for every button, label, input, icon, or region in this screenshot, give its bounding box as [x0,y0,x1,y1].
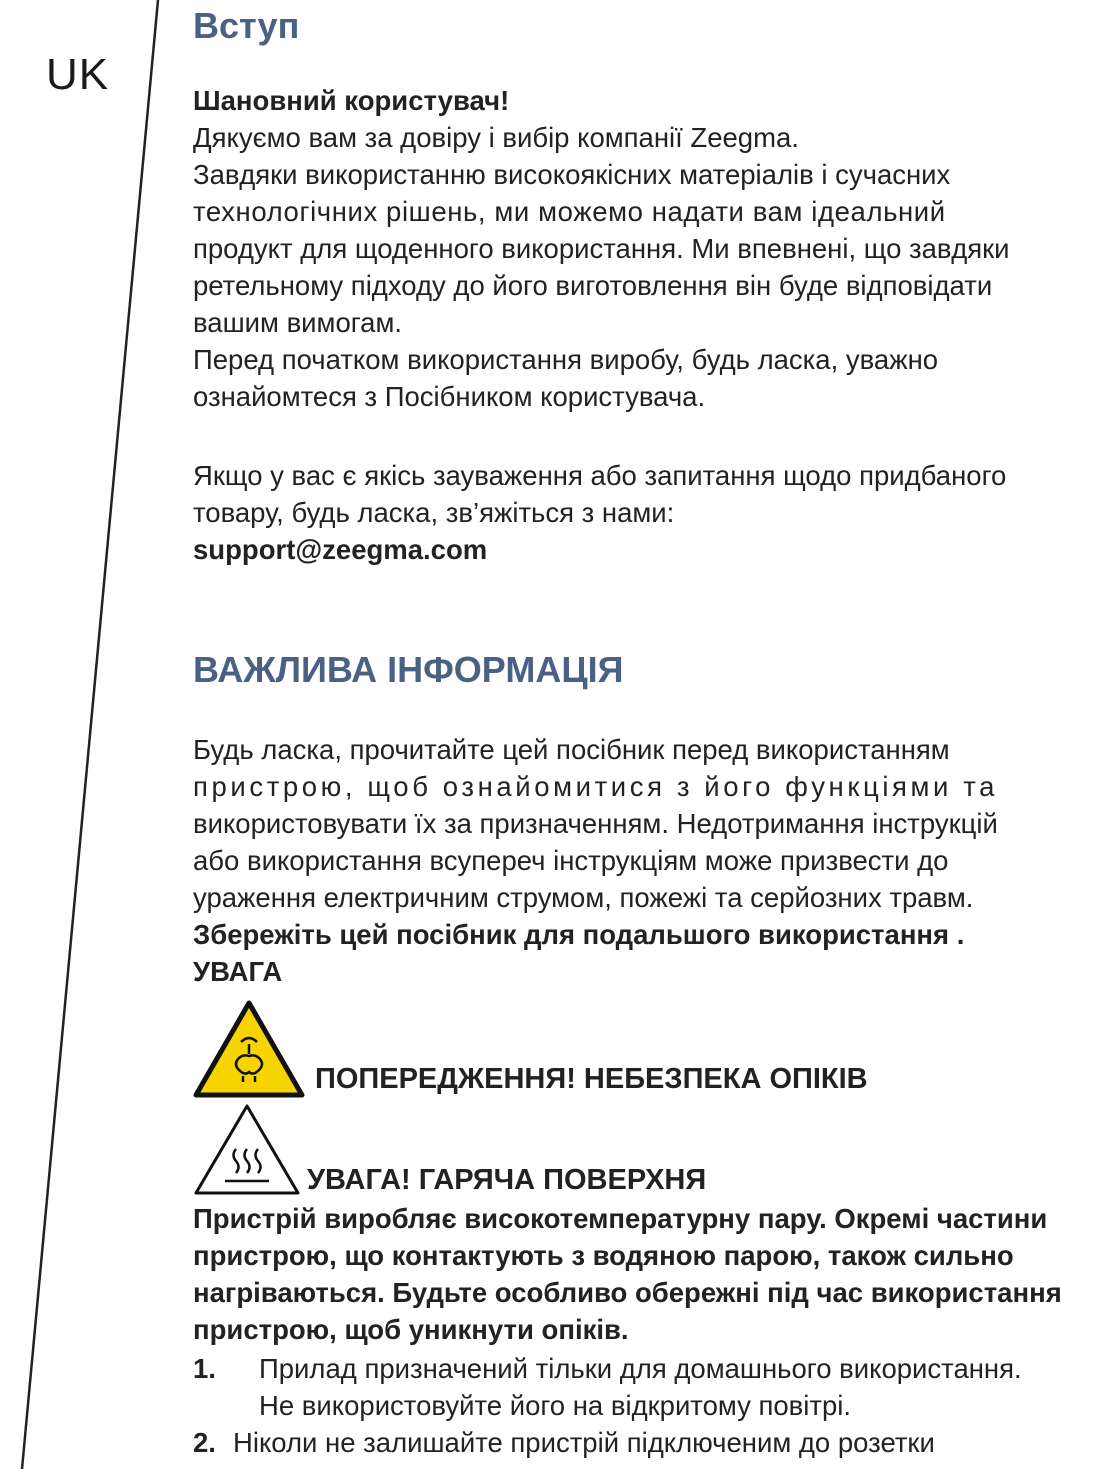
intro-section [193,82,1105,415]
burn-warning [193,1000,868,1098]
important-line: використовувати їх за призначенням. Недотримання інструкцій [193,808,998,839]
important-line: пристрою, щоб ознайомитися з його функціями та [193,771,999,802]
important-line: або використання всупереч інструкціям може призвести до [193,845,949,876]
list-item-line: Не використовуйте його на відкритому повітрі. [259,1390,852,1421]
intro-line: технологічних рішень, ми можемо надати вам ідеальний [193,196,946,227]
list-item [193,1424,1105,1461]
list-item-line: Ніколи не залишайте пристрій підключеним до розетки [233,1427,935,1458]
support-email[interactable]: support@zeegma.com [193,534,488,565]
important-line: Будь ласка, прочитайте цей посібник перед використанням [193,734,950,765]
greeting: Шановний користувач! [193,85,510,116]
intro-heading: Вступ [193,5,300,46]
intro-line: Завдяки використанню високоякісних матеріалів і сучасних [193,159,951,190]
steam-section [193,1200,1105,1348]
hot-surface-label: УВАГА! ГАРЯЧА ПОВЕРХНЯ [307,1164,707,1196]
steam-line: Пристрій виробляє високотемпературну пару. Окремі частини [193,1203,1048,1234]
list-item-line: Прилад призначений тільки для домашнього використання. [259,1353,1022,1384]
contact-line: товару, будь ласка, зв’яжіться з нами: [193,497,675,528]
important-line: ураження електричним струмом, пожежі та серйозних травм. [193,882,974,913]
keep-manual-note: Збережіть цей посібник для подальшого використання . [193,919,965,950]
steam-line: нагріваються. Будьте особливо обережні під час використання [193,1277,1062,1308]
safety-list [193,1350,1105,1461]
important-heading: ВАЖЛИВА ІНФОРМАЦІЯ [193,649,624,690]
attention-label: УВАГА [193,956,283,987]
intro-line: продукт для щоденного використання. Ми впевнені, що завдяки [193,233,1010,264]
intro-line: ретельному підходу до його виготовлення він буде відповідати [193,270,993,301]
intro-line: Дякуємо вам за довіру і вибір компанії Zeegma. [193,122,799,153]
list-item [193,1350,1105,1424]
hot-surface-warning [193,1103,706,1197]
steam-line: пристрою, щоб уникнути опіків. [193,1314,629,1345]
language-code: UK [46,50,110,99]
intro-line: ознайомтеся з Посібником користувача. [193,381,706,412]
steam-burn-warning-icon [193,1000,305,1098]
intro-line: вашим вимогам. [193,307,403,338]
contact-section [193,457,1105,568]
list-number: 1. [193,1353,216,1384]
contact-line: Якщо у вас є якісь зауваження або запитання щодо придбаного [193,460,1007,491]
burn-warning-label: ПОПЕРЕДЖЕННЯ! НЕБЕЗПЕКА ОПІКІВ [315,1063,868,1095]
important-section [193,731,1105,990]
list-number: 2. [193,1427,216,1458]
intro-line: Перед початком використання виробу, будь ласка, уважно [193,344,939,375]
hot-surface-icon [193,1103,301,1197]
steam-line: пристрою, що контактують з водяною парою, також сильно [193,1240,1014,1271]
